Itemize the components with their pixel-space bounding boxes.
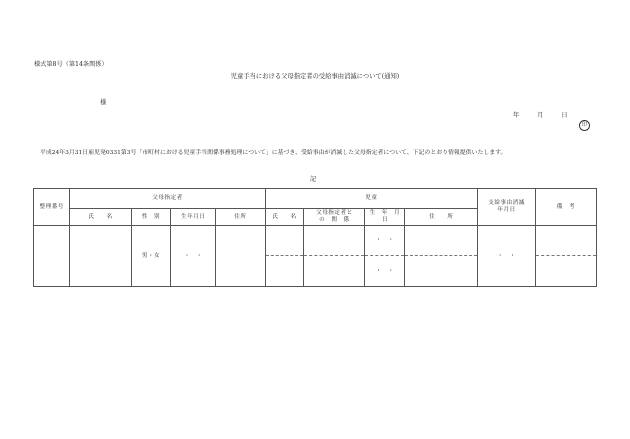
document-title: 児童手当における父母指定者の受給事由消滅について(通知) — [230, 73, 400, 80]
body-text: 平成24年3月31日雇児発0331第3号「市町村における児童手当関係事務処理について」に基づき、受給事由が消滅した父母指定者について、下記のとおり情報提供いたします。 — [40, 150, 507, 156]
document-date — [513, 110, 568, 119]
header-parent-group: 父母指定者 — [70, 189, 265, 209]
header-child-address: 住 所 — [405, 209, 478, 226]
header-parent-address: 住所 — [216, 209, 265, 226]
cell-remarks-2 — [535, 256, 596, 287]
addressee-suffix: 様 — [100, 99, 107, 106]
cell-child-address-2 — [405, 256, 478, 287]
cell-parent-address — [216, 226, 265, 287]
date-day-label: 日 — [561, 112, 568, 119]
cell-remarks-1 — [535, 226, 596, 256]
cell-child-relation-2 — [304, 256, 365, 287]
date-month-label: 月 — [537, 112, 544, 119]
cell-child-relation-1 — [304, 226, 365, 256]
header-child-relation: 父母指定者と の 関 係 — [304, 209, 365, 226]
header-end-date: 支給事由消滅 年月日 — [478, 189, 536, 226]
header-child-dob: 生 年 月 日 — [365, 209, 405, 226]
cell-child-dob-1: ・ ・ — [365, 226, 405, 256]
cell-serial — [34, 226, 70, 287]
seal-mark: 印 — [579, 120, 590, 131]
header-parent-dob: 生年月日 — [171, 209, 216, 226]
cell-child-name-2 — [265, 256, 304, 287]
cell-child-dob-2: ・ ・ — [365, 256, 405, 287]
ki-heading: 記 — [310, 176, 317, 183]
cell-child-name-1 — [265, 226, 304, 256]
form-number: 様式第8号（第14条関係） — [34, 61, 108, 68]
date-year-label: 年 — [513, 112, 520, 119]
header-serial-number: 整理番号 — [34, 189, 70, 226]
cell-end-date: ・ ・ — [478, 226, 536, 287]
info-table — [33, 188, 597, 287]
header-parent-sex: 性 別 — [131, 209, 171, 226]
cell-parent-sex: 男・女 — [131, 226, 171, 287]
header-child-name: 氏 名 — [265, 209, 304, 226]
header-child-group: 児童 — [265, 189, 478, 209]
header-remarks: 備 考 — [535, 189, 596, 226]
cell-parent-name — [70, 226, 131, 287]
header-parent-name: 氏 名 — [70, 209, 131, 226]
cell-child-address-1 — [405, 226, 478, 256]
cell-parent-dob: ・ ・ — [171, 226, 216, 287]
